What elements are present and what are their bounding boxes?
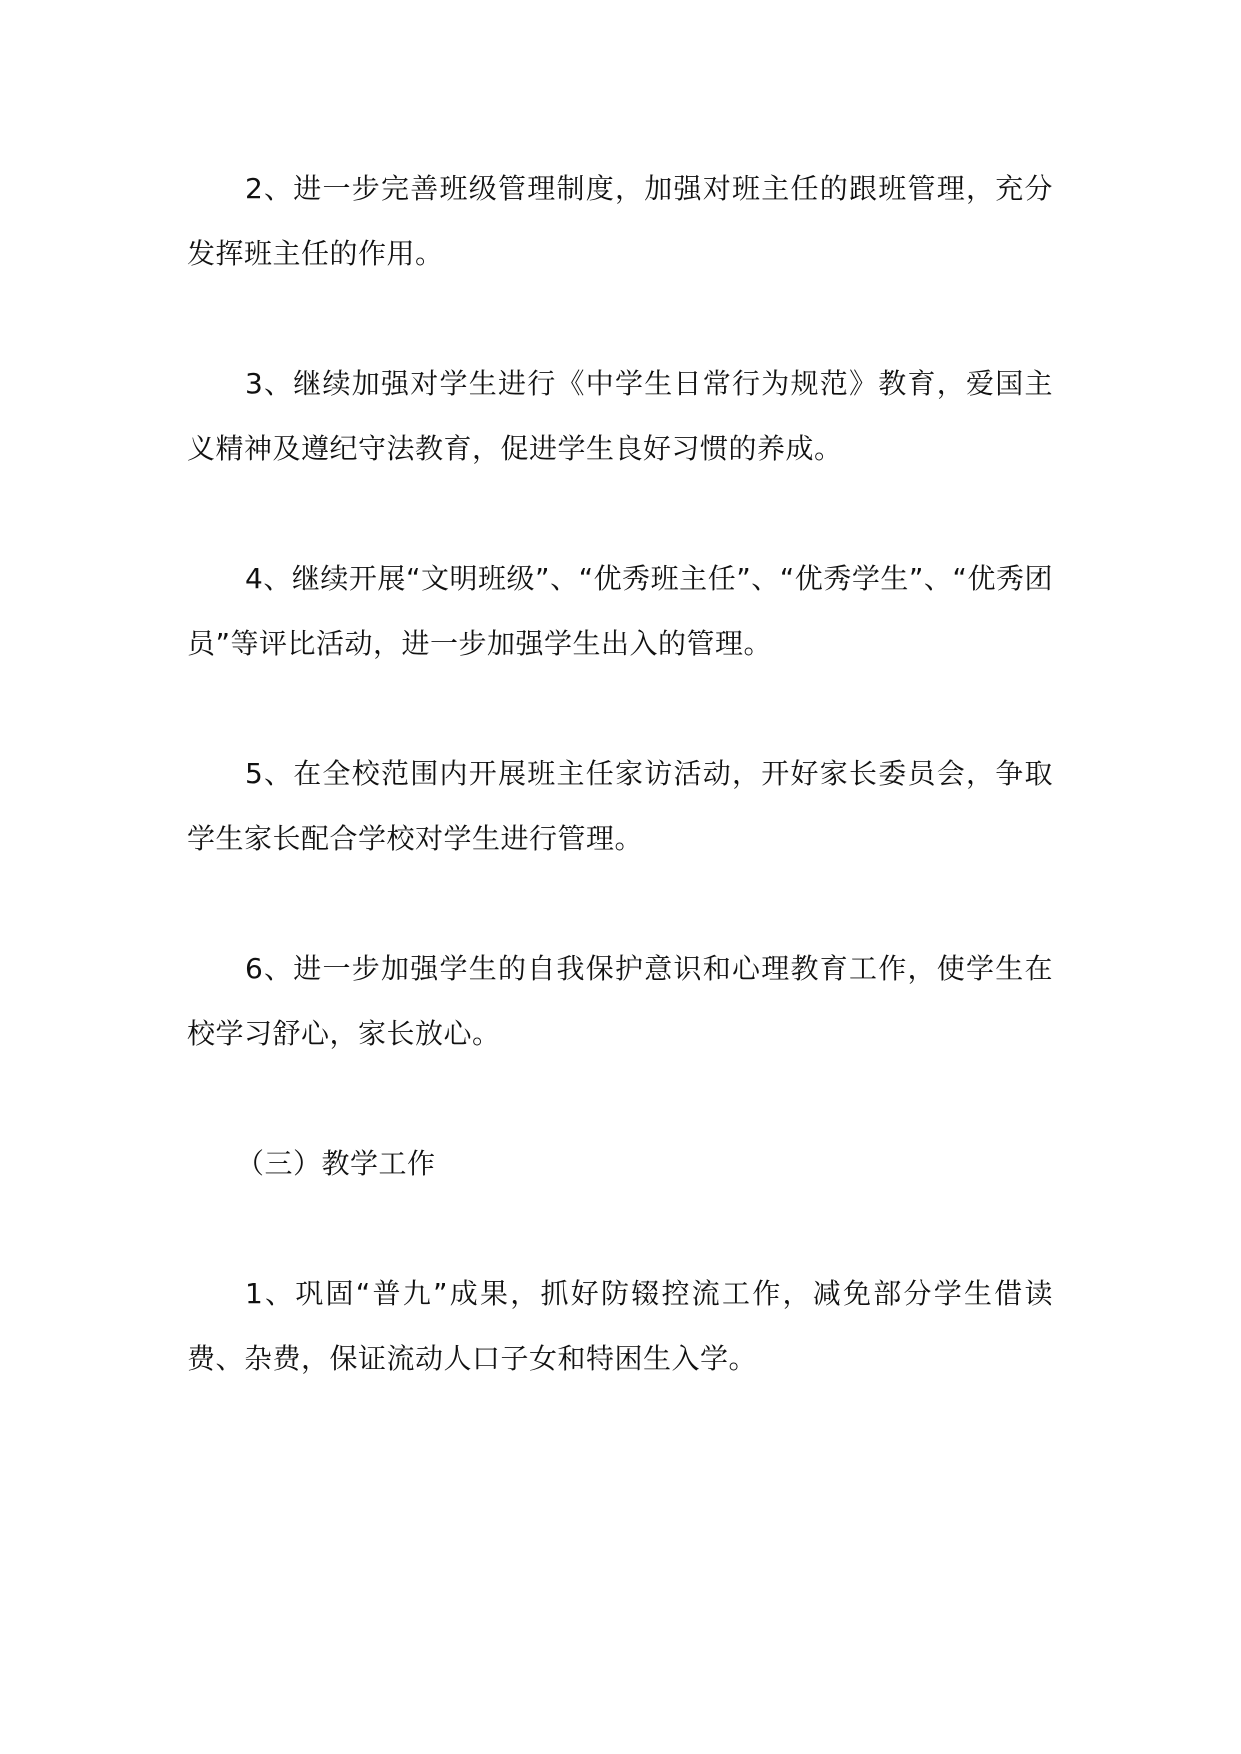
paragraph-item-4: 4、继续开展“文明班级”、“优秀班主任”、“优秀学生”、“优秀团员”等评比活动，进一步加强学生出入的管理。 [187,562,1053,660]
section-heading-teaching: （三）教学工作 [236,1147,436,1180]
paragraph-item-5: 5、在全校范围内开展班主任家访活动，开好家长委员会，争取学生家长配合学校对学生进行管理。 [187,757,1053,855]
paragraph-item-1: 1、巩固“普九”成果，抓好防辍控流工作，减免部分学生借读费、杂费，保证流动人口子女和特困生入学。 [187,1277,1053,1375]
document-body [187,156,1053,1456]
paragraph-item-3: 3、继续加强对学生进行《中学生日常行为规范》教育，爱国主义精神及遵纪守法教育，促进学生良好习惯的养成。 [187,367,1053,465]
paragraph-item-6: 6、进一步加强学生的自我保护意识和心理教育工作，使学生在校学习舒心，家长放心。 [187,952,1053,1050]
paragraph-item-2: 2、进一步完善班级管理制度，加强对班主任的跟班管理，充分发挥班主任的作用。 [187,172,1053,270]
